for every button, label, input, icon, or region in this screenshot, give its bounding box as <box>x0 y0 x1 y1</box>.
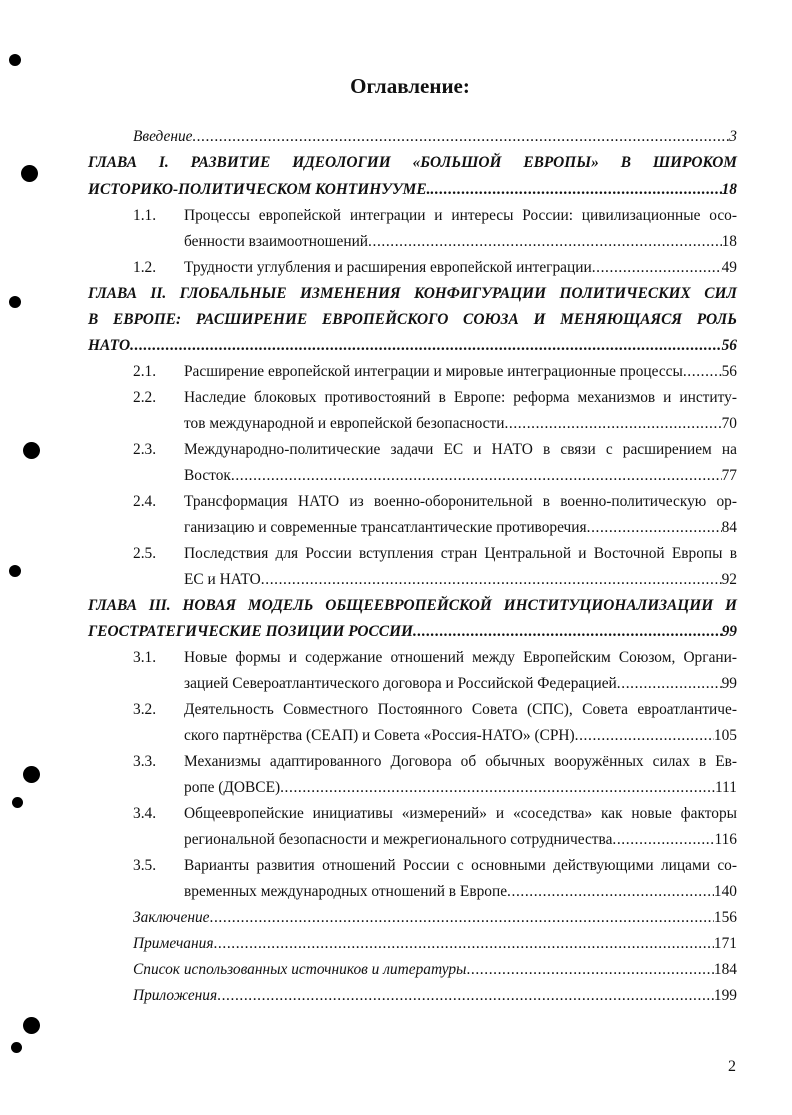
section-number: 2.5. <box>133 545 157 562</box>
chapter-heading-line: В ЕВРОПЕ: РАСШИРЕНИЕ ЕВРОПЕЙСКОГО СОЮЗА И МЕНЯЮЩАЯСЯ РОЛЬ <box>88 311 737 328</box>
entry-title: Заключение <box>133 909 210 926</box>
section-title-line: Трансформация НАТО из военно-оборонительной в военно-политическую ор- <box>184 493 737 510</box>
section-number: 3.2. <box>133 701 157 718</box>
entry-title: Введение <box>133 128 193 145</box>
section-number: 2.1. <box>133 363 157 380</box>
section-title-line: Варианты развития отношений России с основными действующими лицами со- <box>184 857 737 874</box>
chapter-heading-line: НАТО <box>88 337 131 354</box>
page-ref: 18 <box>721 233 737 250</box>
page-ref: 105 <box>713 727 737 744</box>
page-ref: 99 <box>721 675 737 692</box>
chapter-heading-line: ГЕОСТРАТЕГИЧЕСКИЕ ПОЗИЦИИ РОССИИ <box>88 623 414 640</box>
section-number: 3.5. <box>133 857 157 874</box>
section-title-line: Механизмы адаптированного Договора об обычных вооружённых силах в Ев- <box>184 753 737 770</box>
section-title-line: Последствия для России вступления стран Центральной и Восточной Европы в <box>184 545 737 562</box>
entry-title: Список использованных источников и литературы <box>133 961 467 978</box>
page-ref: 92 <box>721 571 737 588</box>
section-title-line: Процессы европейской интеграции и интересы России: цивилизационные осо- <box>184 207 737 224</box>
section-title-line: Наследие блоковых противостояний в Европе: реформа механизмов и институ- <box>184 389 737 406</box>
entry-title: Приложения <box>133 987 218 1004</box>
section-number: 1.2. <box>133 259 157 276</box>
chapter-heading-line: ИСТОРИКО-ПОЛИТИЧЕСКОМ КОНТИНУУМЕ. <box>88 181 431 198</box>
page-ref: 84 <box>721 519 737 536</box>
section-title-line: Международно-политические задачи ЕС и НАТО в связи с расширением на <box>184 441 737 458</box>
section-title-line: Восток <box>184 467 231 484</box>
page-ref: 156 <box>713 909 737 926</box>
chapter-heading-line: ГЛАВА III. НОВАЯ МОДЕЛЬ ОБЩЕЕВРОПЕЙСКОЙ ИНСТИТУЦИОНАЛИЗАЦИИ И <box>88 597 737 614</box>
page-ref: 99 <box>721 623 737 640</box>
binder-hole <box>23 442 40 459</box>
page-title: Оглавление: <box>350 74 470 98</box>
page-ref: 111 <box>715 779 737 796</box>
section-number: 3.4. <box>133 805 157 822</box>
section-title-line: зацией Североатлантического договора и Российской Федерацией <box>184 675 617 692</box>
page-ref: 199 <box>713 987 737 1004</box>
page-ref: 56 <box>721 363 737 380</box>
binder-hole <box>12 797 23 808</box>
page-ref: 77 <box>721 467 737 484</box>
binder-hole <box>11 1042 22 1053</box>
page-number: 2 <box>728 1058 736 1075</box>
section-number: 2.3. <box>133 441 157 458</box>
section-title-line: временных международных отношений в Европе <box>184 883 508 900</box>
binder-hole <box>23 1017 40 1034</box>
section-title-line: ЕС и НАТО <box>184 571 261 588</box>
section-number: 2.2. <box>133 389 157 406</box>
binder-hole <box>9 54 21 66</box>
page-ref: 49 <box>721 259 737 276</box>
page-ref: 3 <box>729 128 737 145</box>
binder-hole <box>21 165 38 182</box>
section-number: 3.1. <box>133 649 157 666</box>
section-title-line: ского партнёрства (СЕАП) и Совета «Россия-НАТО» (СРН) <box>184 727 575 744</box>
section-title-line: Деятельность Совместного Постоянного Совета (СПС), Совета евроатлантиче- <box>184 701 737 718</box>
section-title-line: ганизацию и современные трансатлантические противоречия <box>184 519 587 536</box>
chapter-heading-line: ГЛАВА I. РАЗВИТИЕ ИДЕОЛОГИИ «БОЛЬШОЙ ЕВРОПЫ» В ШИРОКОМ <box>88 154 737 171</box>
binder-hole <box>9 296 21 308</box>
section-title-line: Расширение европейской интеграции и мировые интеграционные процессы <box>184 363 683 380</box>
section-title-line: региональной безопасности и межрегионального сотрудничества <box>184 831 613 848</box>
entry-title: Примечания <box>133 935 214 952</box>
section-number: 3.3. <box>133 753 157 770</box>
page-ref: 184 <box>713 961 737 978</box>
section-title-line: ропе (ДОВСЕ) <box>184 779 281 796</box>
section-title-line: Трудности углубления и расширения европейской интеграции <box>184 259 592 276</box>
page-ref: 140 <box>713 883 737 900</box>
page-ref: 18 <box>721 181 737 198</box>
page-ref: 116 <box>714 831 737 848</box>
section-number: 2.4. <box>133 493 157 510</box>
section-number: 1.1. <box>133 207 157 224</box>
section-title-line: бенности взаимоотношений <box>184 233 369 250</box>
section-title-line: Новые формы и содержание отношений между Европейским Союзом, Органи- <box>184 649 737 666</box>
page-ref: 56 <box>721 337 737 354</box>
binder-hole <box>9 565 21 577</box>
chapter-heading-line: ГЛАВА II. ГЛОБАЛЬНЫЕ ИЗМЕНЕНИЯ КОНФИГУРАЦИИ ПОЛИТИЧЕСКИХ СИЛ <box>88 285 737 302</box>
page-ref: 70 <box>721 415 737 432</box>
section-title-line: тов международной и европейской безопасности <box>184 415 505 432</box>
binder-hole <box>23 766 40 783</box>
section-title-line: Общеевропейские инициативы «измерений» и «соседства» как новые факторы <box>184 805 737 822</box>
page-ref: 171 <box>713 935 737 952</box>
